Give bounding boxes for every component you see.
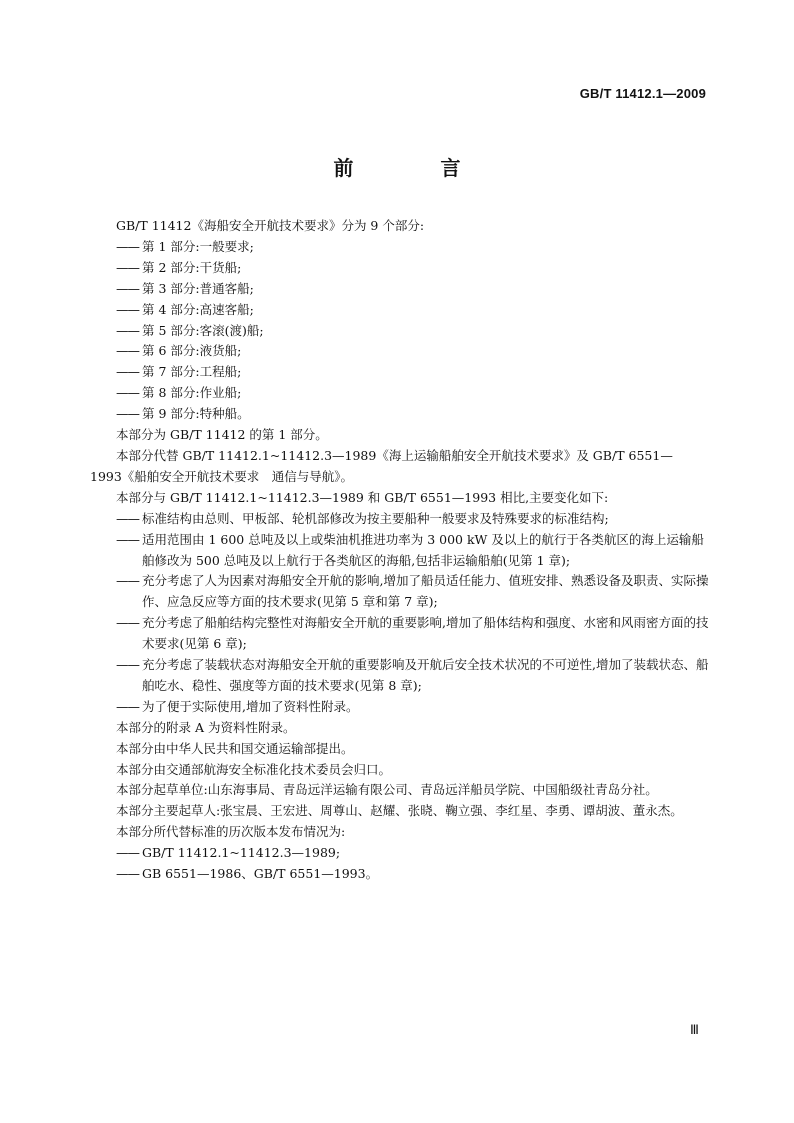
list-item-part: —— 第 1 部分:一般要求;	[90, 237, 710, 258]
drafters: 本部分主要起草人:张宝晨、王宏进、周尊山、赵耀、张晓、鞠立强、李红星、李勇、谭胡波、董永杰。	[116, 803, 683, 819]
page-number: Ⅲ	[690, 1022, 699, 1037]
list-item-history: —— GB 6551—1986、GB/T 6551—1993。	[90, 864, 710, 885]
proposed-by: 本部分由中华人民共和国交通运输部提出。	[116, 740, 354, 756]
changes-intro: 本部分与 GB/T 11412.1~11412.3—1989 和 GB/T 6551—1993 相比,主要变化如下:	[116, 489, 609, 505]
list-item-change: —— 适用范围由 1 600 总吨及以上或柴油机推进功率为 3 000 kW 及以上的航行于各类航区的海上运输船舶修改为 500 总吨及以上航行于各类航区的海船,包括非运输船舶(见第 1 章);	[90, 530, 710, 572]
drafting-units: 本部分起草单位:山东海事局、青岛远洋运输有限公司、青岛远洋船员学院、中国船级社青岛分社。	[116, 782, 658, 798]
list-item-part: —— 第 8 部分:作业船;	[90, 383, 710, 404]
dash-bullet: ——	[116, 322, 139, 338]
history-intro: 本部分所代替标准的历次版本发布情况为:	[116, 824, 346, 840]
dash-bullet: ——	[116, 845, 139, 861]
dash-bullet: ——	[116, 531, 139, 547]
list-item-part: —— 第 7 部分:工程船;	[90, 362, 710, 383]
list-item-change: —— 充分考虑了人为因素对海船安全开航的影响,增加了船员适任能力、值班安排、熟悉设备及职责、实际操作、应急反应等方面的技术要求(见第 5 章和第 7 章);	[90, 571, 710, 613]
list-item-part: —— 第 6 部分:液货船;	[90, 341, 710, 362]
dash-bullet: ——	[116, 364, 139, 380]
list-item-part: —— 第 5 部分:客滚(渡)船;	[90, 321, 710, 342]
dash-bullet: ——	[116, 385, 139, 401]
replaces-statement-line-1: 本部分代替 GB/T 11412.1~11412.3—1989《海上运输船舶安全开航技术要求》及 GB/T 6551—	[116, 447, 673, 463]
list-item-change: —— 充分考虑了装载状态对海船安全开航的重要影响及开航后安全技术状况的不可逆性,增加了装载状态、船舶吃水、稳性、强度等方面的技术要求(见第 8 章);	[90, 655, 710, 697]
annex-statement: 本部分的附录 A 为资料性附录。	[116, 719, 296, 735]
dash-bullet: ——	[116, 301, 139, 317]
dash-bullet: ——	[116, 866, 139, 882]
managed-by: 本部分由交通部航海安全标准化技术委员会归口。	[116, 761, 392, 777]
list-item-change: —— 标准结构由总则、甲板部、轮机部修改为按主要船种一般要求及特殊要求的标准结构;	[90, 509, 710, 530]
list-item-part: —— 第 9 部分:特种船。	[90, 404, 710, 425]
page-title: 前 言	[333, 156, 501, 180]
list-item-part: —— 第 3 部分:普通客船;	[90, 279, 710, 300]
list-item-change: —— 为了便于实际使用,增加了资料性附录。	[90, 697, 710, 718]
dash-bullet: ——	[116, 573, 139, 589]
dash-bullet: ——	[116, 280, 139, 296]
list-item-part: —— 第 2 部分:干货船;	[90, 258, 710, 279]
dash-bullet: ——	[116, 657, 139, 673]
replaces-statement-line-2: 1993《船舶安全开航技术要求 通信与导航》。	[90, 468, 354, 484]
dash-bullet: ——	[116, 259, 139, 275]
list-item-part: —— 第 4 部分:高速客船;	[90, 300, 710, 321]
dash-bullet: ——	[116, 238, 139, 254]
foreword-body	[90, 216, 710, 885]
dash-bullet: ——	[116, 510, 139, 526]
dash-bullet: ——	[116, 343, 139, 359]
dash-bullet: ——	[116, 615, 139, 631]
intro-paragraph: GB/T 11412《海船安全开航技术要求》分为 9 个部分:	[116, 218, 425, 233]
part-statement: 本部分为 GB/T 11412 的第 1 部分。	[116, 427, 328, 443]
list-item-change: —— 充分考虑了船舶结构完整性对海船安全开航的重要影响,增加了船体结构和强度、水密和风雨密方面的技术要求(见第 6 章);	[90, 613, 710, 655]
standard-code: GB/T 11412.1—2009	[579, 86, 706, 101]
dash-bullet: ——	[116, 406, 139, 422]
dash-bullet: ——	[116, 698, 139, 714]
list-item-history: —— GB/T 11412.1~11412.3—1989;	[90, 843, 710, 864]
